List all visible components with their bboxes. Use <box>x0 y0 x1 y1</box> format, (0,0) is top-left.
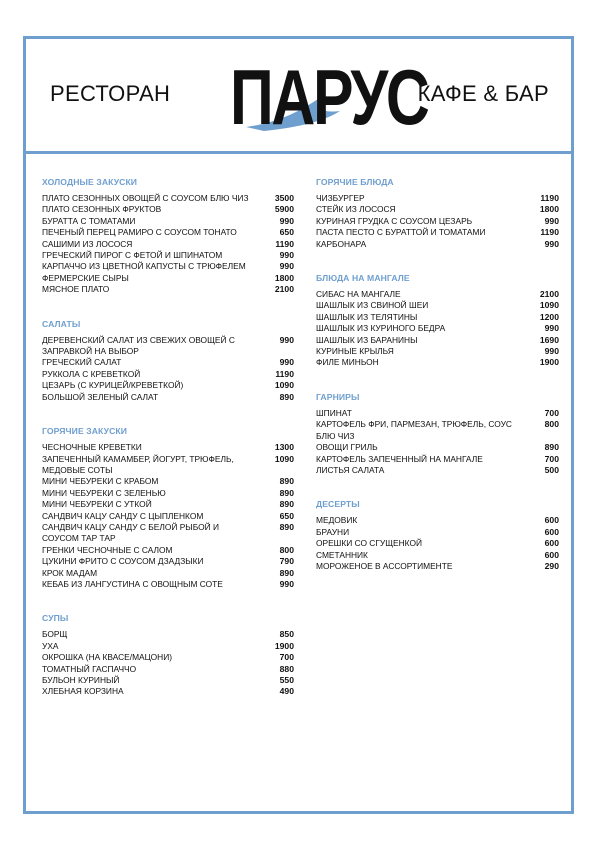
menu-item <box>316 408 559 419</box>
menu-item-name: ШПИНАТ <box>316 407 352 418</box>
menu-item-name: БОРЩ <box>42 629 68 640</box>
section-title: ГАРНИРЫ <box>316 391 360 402</box>
menu-item-name: ПЕЧЕНЫЙ ПЕРЕЦ РАМИРО С СОУСОМ ТОНАТО <box>42 227 237 238</box>
section-title: ГОРЯЧИЕ БЛЮДА <box>316 177 394 187</box>
menu-item <box>42 664 294 675</box>
menu-item-price: 2100 <box>274 284 294 295</box>
menu-item-price: 790 <box>279 556 294 567</box>
menu-item-price: 990 <box>544 238 559 249</box>
logo-wordmark: ПАРУС <box>230 53 428 141</box>
menu-header <box>26 39 571 151</box>
menu-item-name: ЦЕЗАРЬ (С КУРИЦЕЙ/КРЕВЕТКОЙ) <box>42 380 184 391</box>
menu-item-price: 1190 <box>275 368 294 379</box>
menu-item-name: ПЛАТО СЕЗОННЫХ ОВОЩЕЙ С СОУСОМ БЛЮ ЧИЗ <box>42 193 249 203</box>
menu-item-price: 990 <box>279 261 294 272</box>
menu-item-name: КРОК МАДАМ <box>42 567 98 578</box>
menu-item-price: 800 <box>544 419 559 430</box>
menu-item-price: 2100 <box>539 289 559 300</box>
menu-item-price: 1900 <box>274 640 294 651</box>
menu-item-price: 1690 <box>539 334 559 345</box>
menu-item-price: 890 <box>279 567 294 578</box>
section-title: ХОЛОДНЫЕ ЗАКУСКИ <box>42 177 138 187</box>
menu-item-name: МИНИ ЧЕБУРЕКИ С УТКОЙ <box>42 499 152 510</box>
menu-item-price: 990 <box>279 578 294 589</box>
menu-item-price: 990 <box>279 334 294 345</box>
menu-item <box>316 561 559 572</box>
menu-item <box>316 323 559 334</box>
menu-item-price: 290 <box>544 560 559 571</box>
menu-item-name: КАРБОНАРА <box>316 238 367 249</box>
menu-item-price: 490 <box>279 686 294 697</box>
menu-item-name: ХЛЕБНАЯ КОРЗИНА <box>42 686 124 697</box>
menu-item-price: 890 <box>279 476 294 487</box>
menu-item-name: КАРПАЧЧО ИЗ ЦВЕТНОЙ КАПУСТЫ С ТРЮФЕЛЕМ <box>42 261 246 272</box>
menu-item-name: ПАСТА ПЕСТО С БУРАТТОЙ И ТОМАТАМИ <box>316 227 486 238</box>
menu-item-name: ШАШЛЫК ИЗ СВИНОЙ ШЕИ <box>316 300 429 311</box>
menu-item <box>42 545 294 556</box>
menu-item-price: 1190 <box>275 238 294 249</box>
menu-item-name: СТЕЙК ИЗ ЛОСОСЯ <box>316 204 396 215</box>
menu-item-price: 650 <box>279 510 294 521</box>
menu-item-name: ТОМАТНЫЙ ГАСПАЧЧО <box>42 663 137 674</box>
menu-item-name: БРАУНИ <box>316 526 350 537</box>
menu-item-price: 1190 <box>540 227 559 238</box>
menu-item <box>316 527 559 538</box>
menu-item-name: ГРЕНКИ ЧЕСНОЧНЫЕ С САЛОМ <box>42 544 173 555</box>
menu-item <box>42 335 294 358</box>
menu-item <box>42 227 294 238</box>
menu-item-price: 990 <box>544 215 559 226</box>
menu-item <box>42 556 294 567</box>
menu-section <box>42 318 294 403</box>
menu-item-name: ОВОЩИ ГРИЛЬ <box>316 442 378 453</box>
menu-item-price: 890 <box>279 391 294 402</box>
menu-item <box>316 454 559 465</box>
menu-item-name: МЯСНОЕ ПЛАТО <box>42 284 110 295</box>
menu-item <box>42 442 294 453</box>
menu-item-price: 1300 <box>274 442 294 453</box>
menu-item <box>42 675 294 686</box>
header-divider <box>26 151 571 154</box>
menu-item-name: ЧИЗБУРГЕР <box>316 193 365 203</box>
menu-item-name: МОРОЖЕНОЕ В АССОРТИМЕНТЕ <box>316 560 453 571</box>
menu-item-name: СМЕТАННИК <box>316 549 368 560</box>
menu-item <box>42 686 294 697</box>
menu-item-price: 1190 <box>540 193 559 203</box>
menu-item-price: 5900 <box>274 204 294 215</box>
menu-item-price: 700 <box>544 407 559 418</box>
menu-item-price: 890 <box>279 499 294 510</box>
menu-section <box>42 425 294 590</box>
menu-item-name: СИБАС НА МАНГАЛЕ <box>316 289 401 300</box>
menu-item <box>316 204 559 215</box>
menu-item-name: ГРЕЧЕСКИЙ САЛАТ <box>42 357 122 368</box>
menu-item-name: КУРИНЫЕ КРЫЛЬЯ <box>316 346 394 357</box>
menu-item-price: 990 <box>279 250 294 261</box>
menu-item-name: ОКРОШКА (НА КВАСЕ/МАЦОНИ) <box>42 652 173 663</box>
menu-item-name: ЛИСТЬЯ САЛАТА <box>316 464 385 475</box>
menu-item-price: 3500 <box>274 193 294 203</box>
section-title: ДЕСЕРТЫ <box>316 499 360 510</box>
menu-item-name: БУЛЬОН КУРИНЫЙ <box>42 675 120 685</box>
menu-item <box>316 335 559 346</box>
menu-item-name: ЧЕСНОЧНЫЕ КРЕВЕТКИ <box>42 442 142 453</box>
menu-item-name: ПЛАТО СЕЗОННЫХ ФРУКТОВ <box>42 204 162 215</box>
menu-item <box>42 488 294 499</box>
menu-item-price: 1090 <box>274 380 294 391</box>
menu-item <box>42 629 294 640</box>
menu-item-price: 1800 <box>274 272 294 283</box>
menu-item <box>42 204 294 215</box>
menu-item <box>42 216 294 227</box>
menu-item-name: САШИМИ ИЗ ЛОСОСЯ <box>42 238 133 249</box>
menu-item-price: 600 <box>544 549 559 560</box>
menu-item-name: КАРТОФЕЛЬ ФРИ, ПАРМЕЗАН, ТРЮФЕЛЬ, СОУС БЛЮ ЧИЗ <box>316 419 512 441</box>
menu-item-name: КАРТОФЕЛЬ ЗАПЕЧЕННЫЙ НА МАНГАЛЕ <box>316 453 483 464</box>
menu-item <box>316 419 559 442</box>
menu-item <box>42 284 294 295</box>
section-title: ГОРЯЧИЕ ЗАКУСКИ <box>42 426 127 437</box>
menu-item-price: 880 <box>279 663 294 674</box>
menu-item-name: МИНИ ЧЕБУРЕКИ С КРАБОМ <box>42 476 159 487</box>
menu-item <box>316 538 559 549</box>
menu-item-name: БОЛЬШОЙ ЗЕЛЕНЫЙ САЛАТ <box>42 391 159 402</box>
menu-item <box>316 550 559 561</box>
menu-item-price: 1090 <box>274 453 294 464</box>
restaurant-label: РЕСТОРАН <box>50 81 171 106</box>
menu-item <box>42 579 294 590</box>
menu-item-name: ЦУКИНИ ФРИТО С СОУСОМ ДЗАДЗЫКИ <box>42 556 204 567</box>
menu-item <box>42 568 294 579</box>
menu-item <box>42 522 294 545</box>
menu-item-name: КУРИНАЯ ГРУДКА С СОУСОМ ЦЕЗАРЬ <box>316 215 473 226</box>
menu-item-price: 990 <box>279 215 294 226</box>
menu-item <box>316 442 559 453</box>
menu-item-name: ОРЕШКИ СО СГУЩЕНКОЙ <box>316 538 422 549</box>
menu-item <box>42 357 294 368</box>
menu-item-price: 800 <box>279 544 294 555</box>
menu-item-price: 600 <box>544 526 559 537</box>
menu-item-name: ШАШЛЫК ИЗ БАРАНИНЫ <box>316 334 418 345</box>
menu-item-price: 600 <box>544 538 559 549</box>
menu-item <box>42 499 294 510</box>
menu-item-name: МЕДОВИК <box>316 515 358 526</box>
menu-section <box>316 391 559 476</box>
menu-item-name: ШАШЛЫК ИЗ КУРИНОГО БЕДРА <box>316 323 446 334</box>
menu-item-name: ФИЛЕ МИНЬОН <box>316 357 379 368</box>
menu-item-price: 990 <box>544 346 559 357</box>
cafe-bar-label: КАФЕ & БАР <box>417 81 549 106</box>
menu-section <box>316 272 559 369</box>
menu-section <box>42 176 294 296</box>
menu-item-price: 1900 <box>539 357 559 368</box>
menu-item <box>316 289 559 300</box>
menu-item-price: 650 <box>279 227 294 238</box>
menu-item-name: МИНИ ЧЕБУРЕКИ С ЗЕЛЕНЬЮ <box>42 487 166 498</box>
section-title: БЛЮДА НА МАНГАЛЕ <box>316 273 410 284</box>
menu-item-price: 990 <box>544 323 559 334</box>
menu-item-name: САНДВИЧ КАЦУ САНДУ С ЦЫПЛЕНКОМ <box>42 510 204 521</box>
menu-item <box>42 380 294 391</box>
menu-item-price: 890 <box>279 487 294 498</box>
parus-logo <box>230 53 428 141</box>
menu-item <box>316 300 559 311</box>
menu-section <box>42 612 294 697</box>
menu-item-name: ГРЕЧЕСКИЙ ПИРОГ С ФЕТОЙ И ШПИНАТОМ <box>42 250 223 261</box>
menu-item-price: 890 <box>544 442 559 453</box>
menu-item-name: ФЕРМЕРСКИЕ СЫРЫ <box>42 272 129 283</box>
menu-item-price: 1090 <box>539 300 559 311</box>
menu-item <box>42 261 294 272</box>
menu-item <box>42 511 294 522</box>
menu-item-name: САНДВИЧ КАЦУ САНДУ С БЕЛОЙ РЫБОЙ И СОУСОМ ТАР ТАР <box>42 521 219 544</box>
menu-item <box>316 346 559 357</box>
menu-item-price: 550 <box>279 675 294 685</box>
menu-item <box>42 193 294 204</box>
menu-section <box>316 176 559 250</box>
menu-item <box>316 465 559 476</box>
menu-item-price: 1800 <box>539 204 559 215</box>
menu-section <box>316 498 559 572</box>
menu-item <box>316 216 559 227</box>
menu-item-name: КЕБАБ ИЗ ЛАНГУСТИНА С ОВОЩНЫМ СОТЕ <box>42 578 223 589</box>
menu-item <box>316 193 559 204</box>
menu-item-price: 700 <box>279 652 294 663</box>
menu-item-price: 1200 <box>539 311 559 322</box>
menu-item-price: 890 <box>279 521 294 532</box>
menu-item <box>42 641 294 652</box>
menu-item <box>42 454 294 477</box>
menu-column-left <box>42 176 294 720</box>
menu-item-name: УХА <box>42 640 59 651</box>
section-title: СУПЫ <box>42 613 69 624</box>
menu-item <box>42 273 294 284</box>
menu-item <box>316 357 559 368</box>
menu-item-price: 700 <box>544 453 559 464</box>
menu-item-name: РУККОЛА С КРЕВЕТКОЙ <box>42 368 141 379</box>
menu-item-name: БУРАТТА С ТОМАТАМИ <box>42 215 136 226</box>
menu-item-price: 990 <box>279 357 294 368</box>
menu-item-price: 500 <box>544 464 559 475</box>
menu-item-name: ЗАПЕЧЕННЫЙ КАМАМБЕР, ЙОГУРТ, ТРЮФЕЛЬ, МЕДОВЫЕ СОТЫ <box>42 453 234 475</box>
menu-item <box>42 239 294 250</box>
section-title: САЛАТЫ <box>42 318 81 329</box>
menu-item-name: ШАШЛЫК ИЗ ТЕЛЯТИНЫ <box>316 311 418 322</box>
menu-item <box>42 652 294 663</box>
menu-item <box>42 250 294 261</box>
menu-item <box>42 392 294 403</box>
menu-item <box>316 515 559 526</box>
menu-item-name: ДЕРЕВЕНСКИЙ САЛАТ ИЗ СВЕЖИХ ОВОЩЕЙ С ЗАПРАВКОЙ НА ВЫБОР <box>42 334 235 357</box>
menu-item <box>316 312 559 323</box>
menu-item <box>316 227 559 238</box>
menu-item <box>42 476 294 487</box>
menu-item <box>316 239 559 250</box>
menu-column-right <box>316 176 559 594</box>
menu-item <box>42 369 294 380</box>
menu-item-price: 600 <box>544 515 559 526</box>
menu-item-price: 850 <box>279 629 294 640</box>
